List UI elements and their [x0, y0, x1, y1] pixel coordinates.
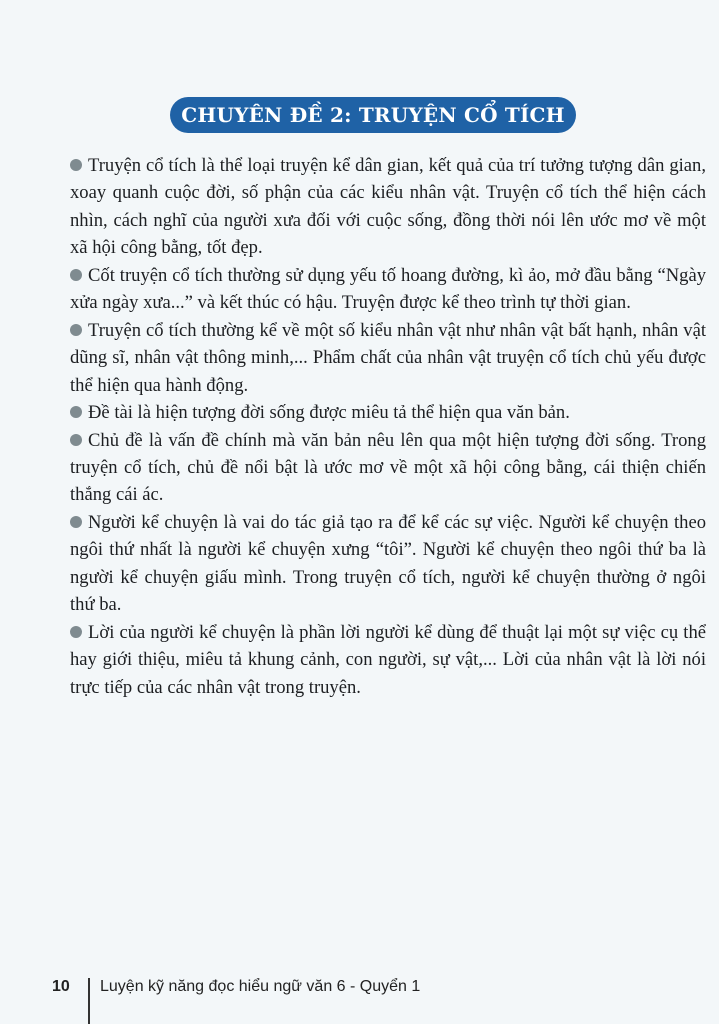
paragraph-text: Truyện cổ tích thường kể về một số kiểu nhân vật như nhân vật bất hạnh, nhân vật dũng sĩ, nhân vật thông minh,... Phẩm chất của nhân vật truyện cổ tích chủ yếu được thể hiện qua hành động.	[70, 319, 706, 396]
bullet-icon	[70, 626, 82, 638]
paragraph-text: Truyện cổ tích là thể loại truyện kể dân gian, kết quả của trí tưởng tượng dân gian, xoay quanh cuộc đời, số phận của các kiểu nhân vật. Truyện cổ tích thể hiện cách nhìn, cách nghĩ của người xưa đối với cuộc sống, đồng thời nói lên ước mơ về một xã hội công bằng, tốt đẹp.	[70, 155, 706, 259]
book-title: Luyện kỹ năng đọc hiểu ngữ văn 6 - Quyển 1	[100, 978, 421, 995]
paragraph-text: Chủ đề là vấn đề chính mà văn bản nêu lên qua một hiện tượng đời sống. Trong truyện cổ tích, chủ đề nổi bật là ước mơ về một xã hội công bằng, cái thiện chiến thắng cái ác.	[70, 429, 706, 506]
paragraph-text: Người kể chuyện là vai do tác giả tạo ra để kể các sự việc. Người kể chuyện theo ngôi thứ nhất là người kể chuyện xưng “tôi”. Người kể chuyện theo ngôi thứ ba là người kể chuyện giấu mình. Trong truyện cổ tích, người kể chuyện thường ở ngôi thứ ba.	[70, 511, 706, 616]
bullet-icon	[70, 269, 82, 281]
bullet-icon	[70, 406, 82, 418]
bullet-paragraph	[70, 399, 706, 426]
section-title: CHUYÊN ĐỀ 2: TRUYỆN CỔ TÍCH	[170, 97, 576, 133]
bullet-paragraph	[70, 317, 706, 399]
page-number: 10	[52, 978, 70, 995]
bullet-icon	[70, 516, 82, 528]
bullet-icon	[70, 434, 82, 446]
bullet-paragraph	[70, 262, 706, 317]
bullet-paragraph	[70, 619, 706, 701]
bullet-paragraph	[70, 152, 706, 262]
body-content	[70, 152, 706, 701]
paragraph-text: Cốt truyện cổ tích thường sử dụng yếu tố hoang đường, kì ảo, mở đầu bằng “Ngày xửa ngày xưa...” và kết thúc có hậu. Truyện được kể theo trình tự thời gian.	[70, 264, 706, 314]
footer-divider	[88, 978, 90, 1024]
paragraph-text: Lời của người kể chuyện là phần lời người kể dùng để thuật lại một sự việc cụ thể hay giới thiệu, miêu tả khung cảnh, con người, sự vật,... Lời của nhân vật là lời nói trực tiếp của các nhân vật trong truyện.	[70, 621, 706, 698]
bullet-paragraph	[70, 427, 706, 509]
bullet-icon	[70, 324, 82, 336]
bullet-paragraph	[70, 509, 706, 619]
bullet-icon	[70, 159, 82, 171]
paragraph-text: Đề tài là hiện tượng đời sống được miêu tả thể hiện qua văn bản.	[88, 402, 570, 424]
